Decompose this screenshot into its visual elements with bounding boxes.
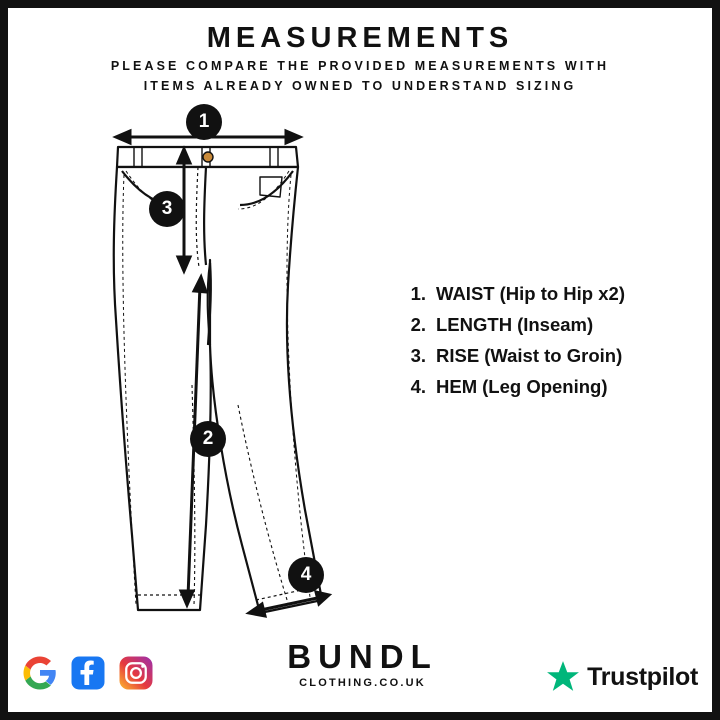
page-title: MEASUREMENTS (206, 22, 514, 54)
legend-item-waist (400, 283, 690, 305)
brand-domain: CLOTHING.CO.UK (299, 677, 426, 689)
legend-number: 2. (410, 314, 426, 335)
jeans-technical-drawing-svg (60, 105, 400, 625)
legend-term: RISE (436, 345, 480, 366)
legend-number: 1. (410, 283, 426, 304)
google-icon[interactable] (22, 655, 58, 691)
legend-term: LENGTH (436, 314, 513, 335)
legend-term: WAIST (436, 283, 495, 304)
page-subtitle (0, 56, 720, 96)
legend-number: 4. (410, 376, 426, 397)
legend-description: (Inseam) (517, 314, 594, 335)
legend-number: 3. (410, 345, 426, 366)
jeans-diagram (60, 105, 400, 625)
facebook-icon[interactable] (70, 655, 106, 691)
trustpilot-star-icon (546, 660, 580, 694)
instagram-icon[interactable] (118, 655, 154, 691)
legend-description: (Hip to Hip x2) (499, 283, 625, 304)
subtitle-line-2: ITEMS ALREADY OWNED TO UNDERSTAND SIZING (143, 79, 577, 93)
waist-marker-badge: 1 (186, 104, 222, 140)
rise-marker-badge: 3 (149, 191, 185, 227)
legend-item-rise (400, 345, 690, 367)
legend-description: (Waist to Groin) (484, 345, 623, 366)
length-marker-badge: 2 (190, 421, 226, 457)
social-icons (22, 655, 154, 691)
legend-item-length (400, 314, 690, 336)
legend-term: HEM (436, 376, 478, 397)
legend-description: (Leg Opening) (482, 376, 608, 397)
brand-logo (255, 640, 470, 689)
legend-item-hem (400, 376, 690, 398)
brand-name: BUNDL (287, 638, 438, 675)
trustpilot-label: Trustpilot (587, 662, 698, 691)
measurement-legend (400, 283, 690, 407)
hem-marker-badge: 4 (288, 557, 324, 593)
trustpilot-badge[interactable] (546, 660, 698, 694)
subtitle-line-1: PLEASE COMPARE THE PROVIDED MEASUREMENTS WITH (110, 59, 610, 73)
